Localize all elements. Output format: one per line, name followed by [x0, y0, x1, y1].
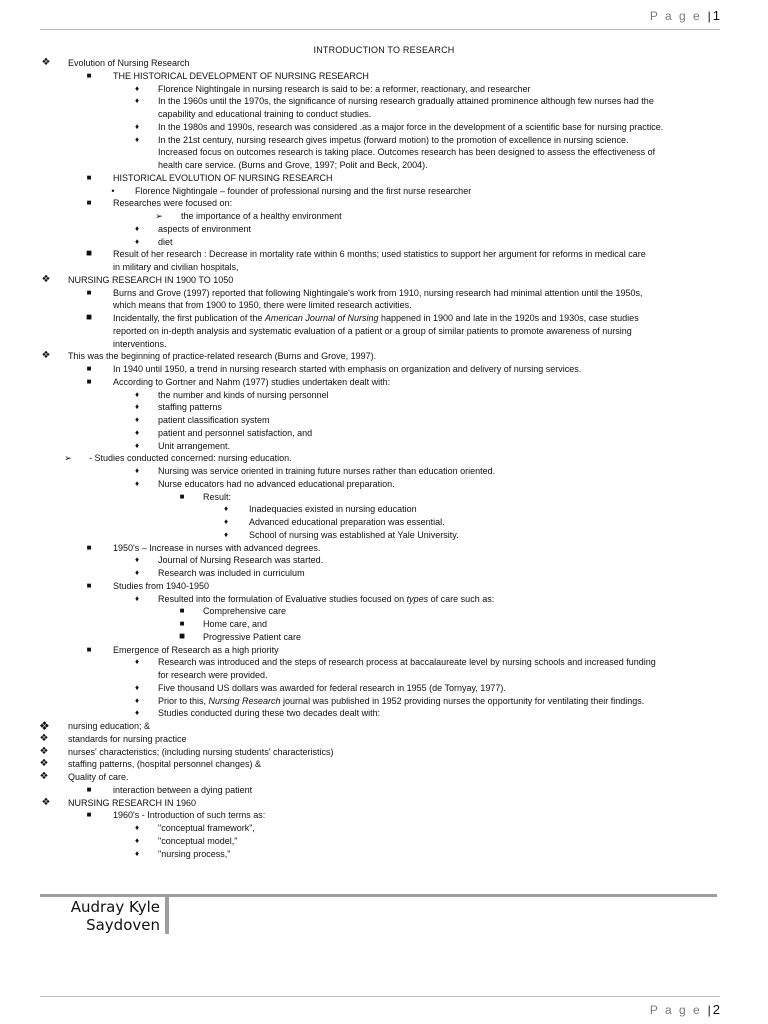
list-item-text: Nursing was service oriented in training future nurses rather than education oriented.: [158, 466, 496, 476]
list-item-text: health care service. (Burns and Grove, 1997; Polit and Beck, 2004).: [158, 160, 428, 170]
page-header-1: P a g e | 1: [649, 8, 720, 23]
list-item-text: THE HISTORICAL DEVELOPMENT OF NURSING RESEARCH: [113, 70, 369, 81]
list-item-text: Inadequacies existed in nursing education: [249, 504, 417, 515]
list-item-text: diet: [158, 236, 173, 247]
list-item: [0, 529, 768, 542]
bullet-icon: ❖: [41, 350, 51, 362]
list-item: [0, 389, 768, 402]
list-item-text: This was the beginning of practice-related research (Burns and Grove, 1997).: [68, 351, 377, 362]
bullet-icon: ♦: [134, 593, 140, 603]
bullet-icon: ■: [86, 198, 92, 208]
list-item: [0, 542, 768, 555]
bullet-icon: ■: [86, 287, 92, 297]
list-item-text: Quality of care.: [68, 772, 129, 782]
list-item-text: Nurse educators had no advanced educational preparation.: [158, 478, 395, 489]
list-item-text: which means that from 1900 to 1950, there were limited research activities.: [113, 300, 412, 311]
list-item-text: NURSING RESEARCH IN 1960: [68, 797, 197, 808]
bullet-icon: ♦: [134, 848, 140, 858]
page-number-2: 2: [712, 1002, 720, 1017]
list-item: [0, 695, 768, 708]
page-word: P a g e: [649, 9, 702, 23]
bullet-icon: ■: [86, 810, 92, 820]
list-item: [0, 784, 768, 797]
bullet-icon: ♦: [134, 427, 140, 437]
bullet-icon: •: [111, 185, 115, 196]
list-item-text: Prior to this, Nursing Research journal was published in 1952 providing nurses the opportunity for ventilating their findings.: [158, 695, 645, 706]
list-item-text: 1950's – Increase in nurses with advanced degrees.: [113, 542, 321, 553]
list-item: [0, 554, 768, 567]
list-item: [0, 350, 768, 363]
list-item-text: staffing patterns: [158, 402, 222, 413]
list-item: [0, 707, 768, 720]
list-item: [0, 440, 768, 453]
list-item-text: Home care, and: [203, 619, 268, 629]
list-item-text: Incidentally, the first publication of the American Journal of Nursing happened in 1900 and late in the 1920s and 1930s, case studies: [113, 313, 639, 323]
list-item: [0, 503, 768, 516]
bullet-icon: ♦: [134, 121, 140, 131]
bullet-icon: ❖: [39, 719, 50, 733]
list-item: [0, 159, 768, 172]
list-item: [0, 121, 768, 134]
bullet-icon: ♦: [134, 478, 140, 488]
list-item: [0, 516, 768, 529]
list-item: [0, 312, 768, 325]
list-item: [0, 618, 768, 631]
bullet-icon: ❖: [41, 57, 51, 68]
list-item: [0, 746, 768, 759]
bullet-icon: ♦: [134, 823, 140, 832]
list-item: [0, 644, 768, 657]
list-item: [0, 465, 768, 478]
bullet-icon: ■: [85, 312, 93, 323]
bullet-icon: ♦: [134, 657, 140, 667]
list-item-text: Studies conducted during these two decades dealt with:: [158, 708, 381, 719]
list-item: [0, 287, 768, 300]
page-number: 1: [712, 8, 720, 23]
bullet-icon: ➢: [155, 211, 163, 221]
list-item-text: patient and personnel satisfaction, and: [158, 427, 313, 438]
bullet-icon: ■: [86, 364, 92, 373]
bullet-icon: ■: [179, 606, 185, 616]
bullet-icon: ■: [86, 172, 92, 182]
list-item: [0, 325, 768, 338]
list-item: [0, 605, 768, 618]
list-item-text: the importance of a healthy environment: [181, 211, 342, 221]
page-header-2: P a g e | 2: [649, 1002, 720, 1017]
bullet-icon: ■: [179, 491, 185, 501]
list-item-text: According to Gortner and Nahm (1977) studies undertaken dealt with:: [113, 376, 391, 387]
list-item-text: Comprehensive care: [203, 606, 287, 617]
list-item-text: Resulted into the formulation of Evaluative studies focused on types of care such as:: [158, 593, 495, 604]
list-item: [0, 197, 768, 210]
list-item: [0, 631, 768, 644]
list-item: [0, 134, 768, 147]
bullet-icon: ♦: [134, 83, 140, 93]
list-item-text: In the 1960s until the 1970s, the significance of nursing research gradually attained prominence although few nurses had the: [158, 96, 654, 107]
list-item: [0, 580, 768, 593]
list-item: [0, 835, 768, 848]
list-item-text: Five thousand US dollars was awarded for federal research in 1955 (de Tornyay, 1977).: [158, 682, 506, 693]
author-bar: [165, 897, 169, 934]
bullet-icon: ❖: [39, 745, 49, 757]
bullet-icon: ♦: [134, 236, 140, 246]
bullet-icon: ♦: [134, 555, 140, 565]
list-item-text: Researches were focused on:: [113, 198, 233, 209]
list-item: [0, 248, 768, 261]
list-item-text: Studies from 1940-1950: [113, 580, 210, 591]
list-item: [0, 669, 768, 682]
list-item-text: "conceptual framework",: [158, 823, 255, 833]
bullet-icon: ♦: [134, 96, 140, 106]
list-item-text: staffing patterns, (hospital personnel changes) &: [68, 759, 261, 770]
list-item-text: in military and civilian hospitals,: [113, 262, 239, 272]
page-word-2: P a g e: [649, 1003, 702, 1017]
list-item-text: Result of her research : Decrease in mortality rate within 6 months; used statistics to support her argument for reforms in medical care: [113, 249, 646, 260]
list-item: [0, 478, 768, 491]
list-item: [0, 848, 768, 861]
list-item: [0, 261, 768, 274]
bullet-icon: ♦: [134, 708, 140, 718]
author-first: Audray Kyle: [70, 898, 160, 916]
bullet-icon: ■: [86, 70, 92, 80]
list-item-text: In the 21st century, nursing research gives impetus (forward motion) to the promotion of excellence in nursing science.: [158, 134, 629, 145]
list-item-text: for research were provided.: [158, 670, 268, 680]
list-item-text: Emergence of Research as a high priority: [113, 644, 279, 655]
list-item-text: Florence Nightingale in nursing research is said to be: a reformer, reactionary, and researcher: [158, 83, 531, 94]
bullet-icon: ♦: [134, 466, 140, 475]
list-item-text: interaction between a dying patient: [113, 784, 253, 795]
list-item-text: standards for nursing practice: [68, 733, 187, 744]
list-item-text: nurses' characteristics; (including nursing students' characteristics): [68, 746, 334, 757]
list-item: [0, 185, 768, 198]
document-title: INTRODUCTION TO RESEARCH: [313, 45, 455, 55]
bullet-icon: ■: [86, 376, 92, 386]
document-body: [0, 57, 768, 860]
bullet-icon: ■: [86, 784, 92, 794]
list-item: [0, 70, 768, 83]
list-item-text: "conceptual model,": [158, 835, 238, 846]
list-item: [0, 236, 768, 249]
list-item: [0, 593, 768, 606]
list-item: [0, 656, 768, 669]
bullet-icon: ♦: [223, 504, 229, 514]
bullet-icon: ♦: [134, 402, 140, 412]
list-item: [0, 414, 768, 427]
bullet-icon: ❖: [39, 758, 49, 770]
list-item: [0, 108, 768, 121]
bullet-icon: ■: [86, 542, 92, 552]
list-item: [0, 401, 768, 414]
list-item: [0, 95, 768, 108]
list-item: [0, 733, 768, 746]
list-item: [0, 758, 768, 771]
bullet-icon: ■: [179, 619, 185, 628]
list-item-text: nursing education; &: [68, 721, 151, 731]
list-item: [0, 338, 768, 351]
list-item-text: Increased focus on outcomes research is taking place. Outcomes research has been designed to assess the effectiveness of: [158, 147, 656, 158]
list-item-text: In the 1980s and 1990s, research was considered .as a major force in the development of a scientific base for nursing practice.: [158, 121, 664, 132]
list-item-text: Progressive Patient care: [203, 631, 302, 642]
list-item-text: Research was introduced and the steps of research process at baccalaureate level by nursing schools and increased funding: [158, 657, 656, 668]
bullet-icon: ❖: [39, 732, 49, 744]
list-item-text: Journal of Nursing Research was started.: [158, 555, 324, 566]
bullet-icon: ❖: [41, 796, 51, 808]
list-item: [0, 427, 768, 440]
list-item: [0, 299, 768, 312]
list-item-text: Unit arrangement.: [158, 440, 231, 451]
list-item: [0, 223, 768, 236]
list-item-text: capability and educational training to conduct studies.: [158, 109, 372, 119]
list-item: [0, 452, 768, 465]
list-item: [0, 172, 768, 185]
list-item: [0, 210, 768, 223]
list-item: [0, 363, 768, 376]
bullet-icon: ■: [86, 580, 92, 590]
list-item-text: School of nursing was established at Yale University.: [249, 529, 459, 540]
list-item: [0, 146, 768, 159]
list-item-text: In 1940 until 1950, a trend in nursing research started with emphasis on organization and delivery of nursing services.: [113, 364, 582, 374]
list-item-text: "nursing process,": [158, 848, 231, 859]
list-item: [0, 491, 768, 504]
bullet-icon: ♦: [223, 529, 229, 539]
list-item-text: 1960's - Introduction of such terms as:: [113, 810, 266, 821]
footer-rule: [40, 894, 717, 897]
bullet-icon: ■: [178, 630, 186, 642]
list-item-text: interventions.: [113, 338, 167, 349]
list-item-text: Result:: [203, 491, 232, 502]
list-item-text: HISTORICAL EVOLUTION OF NURSING RESEARCH: [113, 172, 333, 183]
footer-page-rule: [40, 996, 720, 997]
list-item: [0, 720, 768, 733]
list-item: [0, 822, 768, 835]
bullet-icon: ♦: [134, 568, 140, 577]
bullet-icon: ♦: [134, 695, 140, 705]
list-item-text: Burns and Grove (1997) reported that following Nightingale's work from 1910, nursing research had minimal attention until the 1950s,: [113, 287, 643, 298]
bullet-icon: ➢: [64, 453, 72, 464]
author-name: [40, 898, 160, 934]
list-item-text: Advanced educational preparation was essential.: [249, 517, 445, 527]
bullet-icon: ■: [85, 248, 93, 260]
list-item-text: the number and kinds of nursing personnel: [158, 389, 329, 400]
list-item: [0, 83, 768, 96]
list-item: [0, 57, 768, 70]
list-item: [0, 376, 768, 389]
list-item: [0, 274, 768, 287]
list-item-text: patient classification system: [158, 415, 270, 425]
list-item-text: - Studies conducted concerned: nursing education.: [89, 453, 292, 464]
list-item-text: reported on in-depth analysis and systematic evaluation of a patient or a group of similar patients to promote awareness of nursing: [113, 325, 632, 336]
bullet-icon: ♦: [134, 223, 140, 233]
list-item-text: NURSING RESEARCH IN 1900 TO 1050: [68, 274, 234, 285]
list-item-text: aspects of environment: [158, 223, 252, 234]
header-rule: [40, 29, 720, 30]
list-item: [0, 567, 768, 580]
bullet-icon: ❖: [41, 273, 51, 285]
bullet-icon: ♦: [134, 134, 140, 144]
bullet-icon: ♦: [134, 835, 140, 845]
list-item: [0, 809, 768, 822]
bullet-icon: ❖: [39, 771, 49, 782]
author-last: Saydoven: [86, 916, 160, 934]
list-item: [0, 797, 768, 810]
list-item: [0, 682, 768, 695]
list-item-text: Florence Nightingale – founder of professional nursing and the first nurse researcher: [135, 185, 472, 196]
list-item-text: Evolution of Nursing Research: [68, 58, 190, 68]
bullet-icon: ♦: [223, 517, 229, 526]
list-item: [0, 771, 768, 784]
bullet-icon: ♦: [134, 682, 140, 692]
bullet-icon: ♦: [134, 440, 140, 450]
list-item-text: Research was included in curriculum: [158, 568, 305, 578]
bullet-icon: ■: [86, 644, 92, 654]
bullet-icon: ♦: [134, 415, 140, 424]
bullet-icon: ♦: [134, 389, 140, 399]
